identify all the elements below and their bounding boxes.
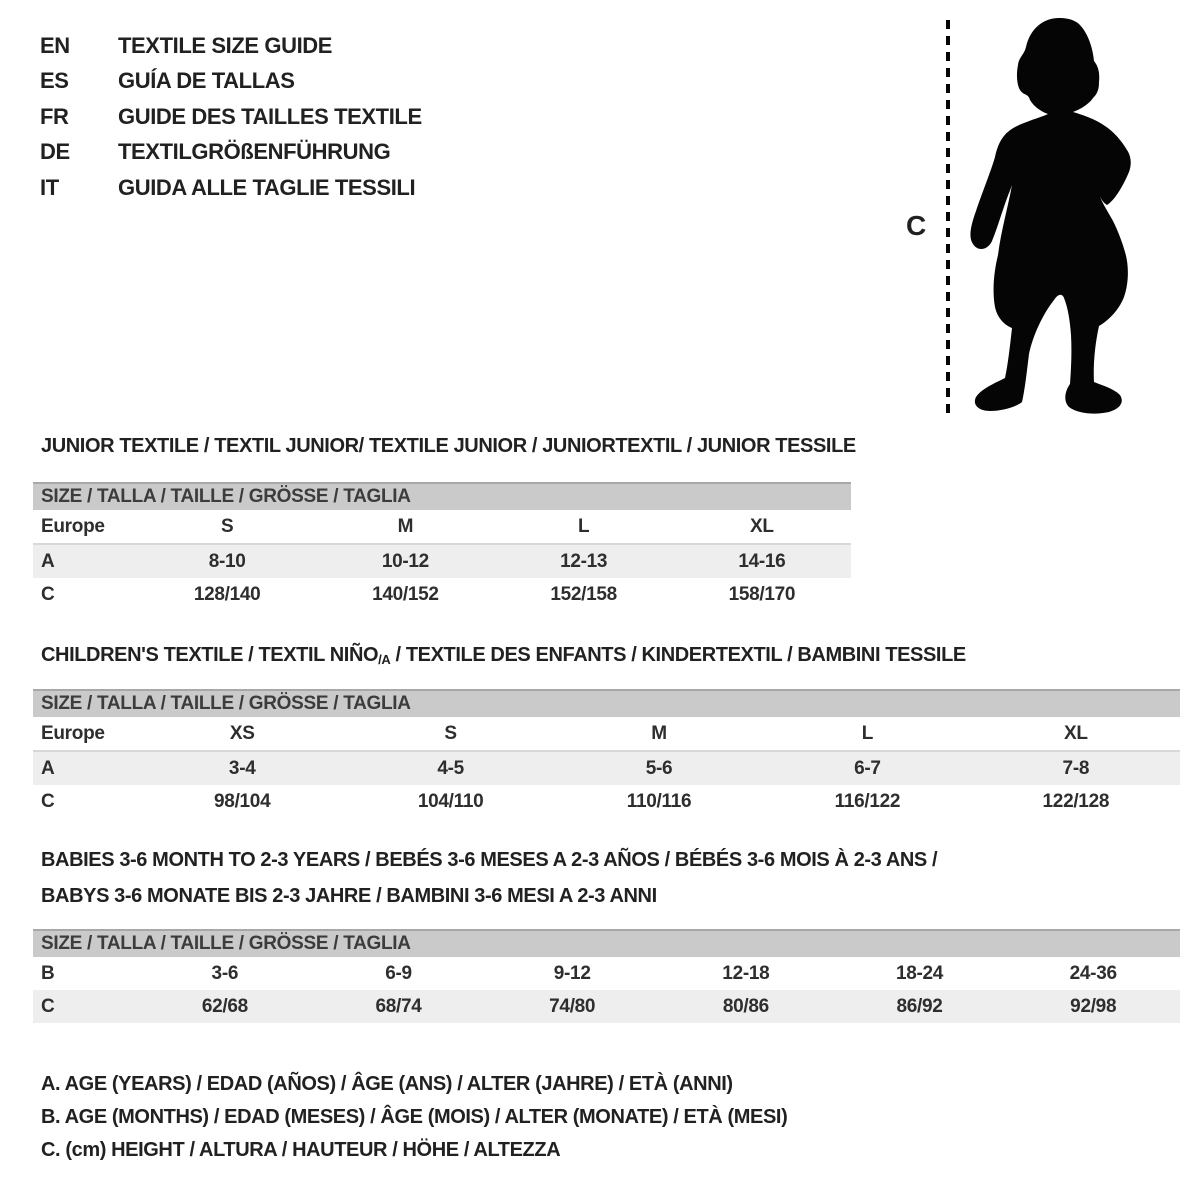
row-label: Europe	[41, 515, 105, 537]
size-header-bar: SIZE / TALLA / TAILLE / GRÖSSE / TAGLIA	[33, 689, 1180, 717]
size-header-bar: SIZE / TALLA / TAILLE / GRÖSSE / TAGLIA	[33, 929, 1180, 957]
language-title: GUIDA ALLE TAGLIE TESSILI	[118, 174, 416, 200]
size-header-bar: SIZE / TALLA / TAILLE / GRÖSSE / TAGLIA	[33, 482, 851, 510]
height-measure-dashed-line	[946, 20, 950, 416]
language-code: IT	[40, 174, 59, 200]
table-cell: 12-13	[560, 550, 608, 572]
footnote-a: A. AGE (YEARS) / EDAD (AÑOS) / ÂGE (ANS) / ALTER (JAHRE) / ETÀ (ANNI)	[41, 1073, 733, 1095]
row-label: A	[41, 757, 55, 779]
table-cell: 92/98	[1070, 995, 1117, 1017]
junior-section-title: JUNIOR TEXTILE / TEXTIL JUNIOR/ TEXTILE JUNIOR / JUNIORTEXTIL / JUNIOR TESSILE	[41, 435, 856, 457]
table-row	[33, 545, 851, 578]
row-label: Europe	[41, 722, 105, 744]
table-cell: 5-6	[645, 757, 673, 779]
table-cell: L	[861, 722, 874, 744]
table-cell: 68/74	[375, 995, 422, 1017]
row-label: C	[41, 790, 55, 812]
babies-size-table	[33, 929, 1180, 1023]
language-title-list	[40, 28, 422, 206]
row-label: A	[41, 550, 55, 572]
table-cell: 4-5	[437, 757, 464, 779]
table-row	[33, 957, 1180, 990]
table-row	[33, 510, 851, 545]
footnote-c: C. (cm) HEIGHT / ALTURA / HAUTEUR / HÖHE / ALTEZZA	[41, 1139, 561, 1161]
table-cell: 98/104	[214, 790, 271, 812]
junior-size-table	[33, 482, 851, 611]
table-cell: M	[397, 515, 414, 537]
table-cell: XS	[229, 722, 255, 744]
table-cell: 74/80	[549, 995, 596, 1017]
babies-title-line-1: BABIES 3-6 MONTH TO 2-3 YEARS / BEBÉS 3-6 MESES A 2-3 AÑOS / BÉBÉS 3-6 MOIS À 2-3 ANS /	[41, 849, 938, 871]
table-cell: XL	[750, 515, 774, 537]
table-cell: 18-24	[895, 962, 944, 984]
children-title-text: CHILDREN'S TEXTILE / TEXTIL NIÑO	[41, 644, 379, 666]
table-cell: 3-4	[228, 757, 256, 779]
table-cell: 9-12	[553, 962, 591, 984]
children-size-table	[33, 689, 1180, 818]
language-code: ES	[40, 68, 69, 94]
table-cell: 116/122	[834, 790, 901, 812]
language-row-en	[40, 28, 422, 64]
table-cell: XL	[1063, 722, 1088, 744]
table-cell: S	[444, 722, 457, 744]
row-label: C	[41, 583, 55, 605]
language-title: TEXTILE SIZE GUIDE	[118, 32, 333, 58]
table-cell: L	[577, 515, 590, 537]
table-cell: 158/170	[728, 583, 796, 605]
language-code: DE	[40, 139, 70, 165]
table-row	[33, 717, 1180, 752]
toddler-silhouette-image	[966, 14, 1138, 418]
table-cell: M	[651, 722, 667, 744]
table-cell: 152/158	[550, 583, 617, 605]
children-title-text: / TEXTILE DES ENFANTS / KINDERTEXTIL / BAMBINI TESSILE	[390, 644, 966, 666]
table-row	[33, 990, 1180, 1023]
table-cell: 7-8	[1062, 757, 1090, 779]
height-measure-label: C	[906, 210, 927, 241]
babies-title-line-2: BABYS 3-6 MONATE BIS 2-3 JAHRE / BAMBINI 3-6 MESI A 2-3 ANNI	[41, 885, 657, 907]
table-row	[33, 578, 851, 611]
babies-table-body	[33, 957, 1180, 1023]
table-cell: 6-7	[854, 757, 881, 779]
children-title-subscript: /A	[378, 652, 391, 667]
language-row-de	[40, 135, 422, 171]
table-cell: 140/152	[372, 583, 439, 605]
language-title: GUIDE DES TAILLES TEXTILE	[118, 103, 422, 129]
language-code: FR	[40, 103, 69, 129]
legend-footnotes	[41, 1068, 787, 1167]
babies-section-title	[41, 842, 937, 914]
table-cell: 14-16	[738, 550, 786, 572]
footnote-b: B. AGE (MONTHS) / EDAD (MESES) / ÂGE (MOIS) / ALTER (MONATE) / ETÀ (MESI)	[41, 1106, 788, 1128]
table-row	[33, 752, 1180, 785]
table-cell: 10-12	[381, 550, 429, 572]
table-cell: 8-10	[208, 550, 246, 572]
table-cell: 80/86	[722, 995, 769, 1017]
table-cell: 122/128	[1042, 790, 1110, 812]
row-label: B	[41, 962, 55, 984]
table-cell: 110/116	[626, 790, 692, 812]
table-cell: 6-9	[385, 962, 412, 984]
children-section-title	[41, 637, 966, 675]
table-row	[33, 785, 1180, 818]
table-cell: 128/140	[193, 583, 261, 605]
table-cell: 104/110	[417, 790, 484, 812]
row-label: C	[41, 995, 55, 1017]
language-row-it	[40, 170, 422, 206]
language-title: GUÍA DE TALLAS	[118, 68, 295, 94]
table-cell: 24-36	[1069, 962, 1117, 984]
language-title: TEXTILGRÖßENFÜHRUNG	[118, 139, 391, 165]
table-cell: 86/92	[896, 995, 943, 1017]
table-cell: 12-18	[722, 962, 770, 984]
table-cell: S	[220, 515, 234, 537]
children-table-body	[33, 717, 1180, 818]
table-cell: 3-6	[211, 962, 239, 984]
language-row-es	[40, 64, 422, 100]
table-cell: 62/68	[201, 995, 248, 1017]
language-code: EN	[40, 32, 70, 58]
junior-table-body	[33, 510, 851, 611]
language-row-fr	[40, 99, 422, 135]
